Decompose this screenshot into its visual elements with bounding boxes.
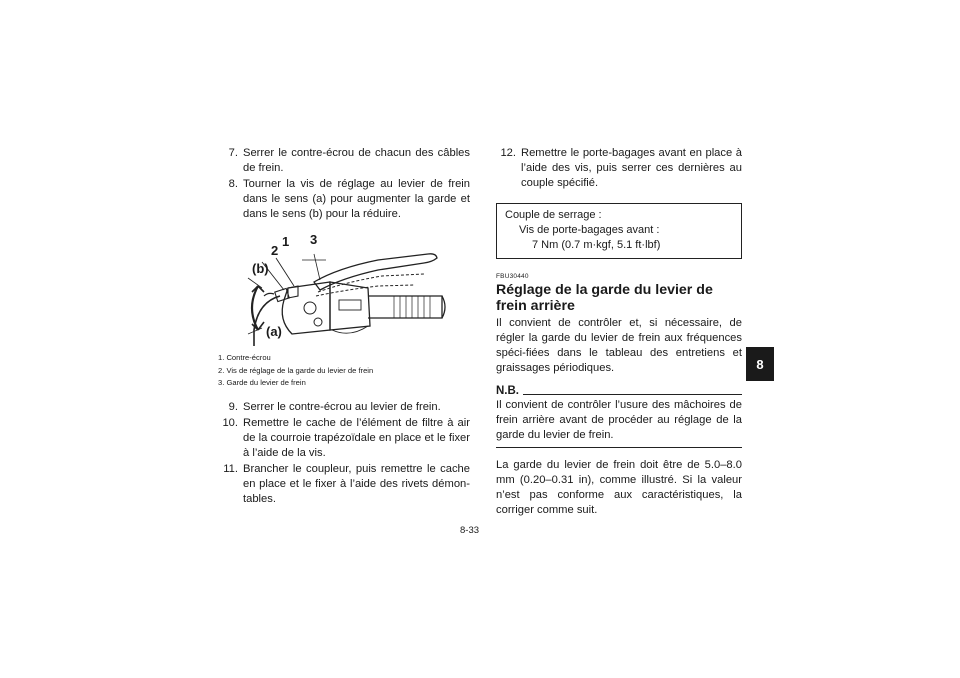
step-12 [496, 146, 742, 191]
note-rule [523, 394, 742, 395]
step-text: Tourner la vis de réglage au levier de frein dans le sens (a) pour augmenter la garde et dans le sens (b) pour la réduire. [243, 178, 470, 220]
callout-2: 2 [271, 243, 279, 258]
note-end-rule [496, 447, 742, 448]
figure-captions [218, 352, 470, 390]
callout-3: 3 [310, 232, 318, 247]
step-number: 11. [223, 462, 238, 475]
intro-paragraph: Il convient de contrôler et, si nécessaire, de régler la garde du levier de frein aux fréquences spéci-fiées dans le tableau des entretiens et graissages périodiques. [496, 317, 742, 374]
torque-item: Vis de porte-bagages avant : [519, 224, 660, 236]
step-number: 12. [500, 147, 516, 159]
body-paragraph: La garde du levier de frein doit être de 5.0–8.0 mm (0.20–0.31 in), comme illustré. Si la valeur n’est pas conforme aux caractéristiques, la corriger comme suit. [496, 459, 742, 516]
torque-value: 7 Nm (0.7 m·kgf, 5.1 ft·lbf) [532, 239, 661, 251]
step-10 [218, 416, 470, 461]
brake-lever-drawing [218, 230, 470, 348]
brake-lever-illustration [218, 230, 470, 348]
chapter-tab: 8 [746, 347, 774, 381]
left-column [218, 146, 470, 508]
right-column [496, 146, 742, 518]
step-11 [218, 462, 470, 507]
step-number: 8. [228, 178, 238, 190]
step-8 [218, 177, 470, 222]
step-9 [218, 400, 470, 415]
note-label: N.B. [496, 385, 519, 397]
caption-1: 1. Contre-écrou [218, 353, 271, 362]
callout-1: 1 [282, 234, 290, 249]
caption-2: 2. Vis de réglage de la garde du levier de frein [218, 365, 374, 375]
step-text: Brancher le coupleur, puis remettre le cache en place et le fixer à l’aide des rivets démon-tables. [243, 462, 470, 505]
caption-3: 3. Garde du levier de frein [218, 378, 306, 387]
torque-title: Couple de serrage : [505, 209, 602, 221]
steps-continued [218, 400, 470, 507]
step-text: Remettre le porte-bagages avant en place à l’aide des vis, puis serrer ces dernières au couple spécifié. [521, 147, 742, 189]
callout-b: (b) [252, 261, 269, 276]
step-number: 7. [228, 147, 238, 159]
step-number: 9. [228, 400, 238, 413]
section-code: FBU30440 [496, 273, 529, 280]
torque-spec-box [496, 203, 742, 259]
step-number: 10. [222, 416, 238, 429]
page-number: 8-33 [460, 525, 480, 536]
section-heading: Réglage de la garde du levier de frein arrière [496, 282, 713, 314]
step-text: Serrer le contre-écrou de chacun des câbles de frein. [243, 147, 470, 174]
note-header [496, 385, 742, 398]
callout-a: (a) [266, 324, 282, 339]
note-text: Il convient de contrôler l’usure des mâchoires de frein arrière avant de procéder au réglage de la garde du levier de frein. [496, 399, 742, 441]
step-7 [218, 146, 470, 176]
step-text: Remettre le cache de l’élément de filtre à air de la courroie trapézoïdale en place et le fixer à l’aide de la vis. [243, 416, 470, 459]
step-text: Serrer le contre-écrou au levier de frein. [243, 400, 441, 413]
